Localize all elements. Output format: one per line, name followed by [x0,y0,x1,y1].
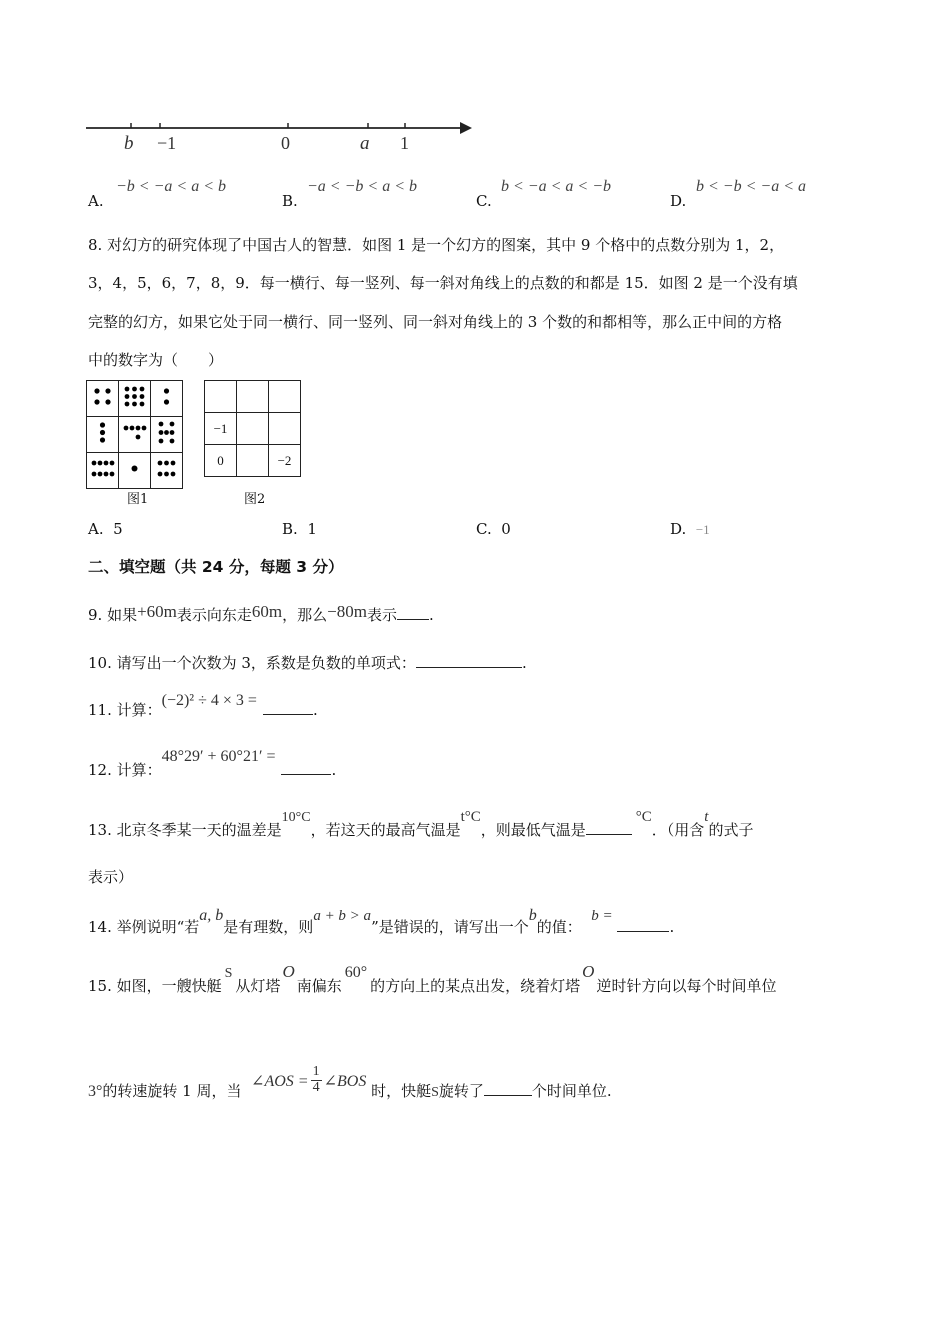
q12-answer-blank[interactable] [281,760,331,775]
q15-text-7: 时，快艇 [371,1082,432,1101]
q15-line-1 [88,962,777,995]
q15-math-5: 3° [88,1083,103,1101]
fig1-cell [151,417,183,453]
dots-3 [87,417,118,448]
q10-end: . [521,654,527,672]
q8-line-2: 3，4，5，6，7，8，9．每一横行、每一竖列、每一斜对角线上的点数的和都是 15．如图 2 是一个没有填 [88,274,798,292]
fig2-cell [237,445,269,477]
q13-math-4: t [704,809,709,825]
fig1-cell [151,381,183,417]
fig2-cell [237,381,269,413]
q8-option-d [670,520,710,538]
number-line-label-0: 0 [281,133,290,153]
q15-angle-bos: ∠BOS [323,1073,367,1091]
fig1-cell [151,453,183,489]
dots-2 [151,381,182,412]
fig1-cell [119,453,151,489]
dots-8 [87,453,118,484]
magic-square-figure-1 [86,380,183,489]
figure-2-caption: 图2 [244,492,266,507]
q15-line-2 [88,1064,612,1107]
q15-text-5: 逆时针方向以每个时间单位 [596,977,777,995]
q15-text-9: 个时间单位. [531,1082,612,1101]
q15-fraction-denominator: 4 [312,1079,320,1095]
q12 [88,748,337,779]
q15-answer-blank[interactable] [484,1081,532,1096]
q14-math-3: b [528,907,537,924]
q7-option-c-letter: C. [476,192,492,210]
q8-line-3: 完整的幻方，如果它处于同一横行、同一竖列、同一斜对角线上的 3 个数的和都相等，那么正中间的方格 [88,313,783,331]
q10 [88,653,527,671]
q8-line-4: 中的数字为（ ） [88,351,224,369]
q8-option-a-value: 5 [113,520,123,538]
q13-text-5: 的式子 [708,821,754,839]
q14-text-3: ”是错误的，请写出一个 [371,918,529,936]
fig1-cell [87,453,119,489]
q13-line-2: 表示） [88,868,134,886]
number-line-label-minus1: −1 [157,133,177,153]
q15-fraction-numerator: 1 [312,1064,320,1079]
q7-option-d-expr: b < −b < −a < a [696,178,806,195]
q9-text-2: 表示向东走 [176,606,252,624]
q9-text-4: 表示 [366,606,397,624]
q15-text-1: 15. 如图，一艘快艇 [88,977,222,995]
q7-option-b-expr: −a < −b < a < b [307,178,417,195]
q15-math-2: O [282,962,295,981]
q11 [88,692,318,719]
q11-answer-blank[interactable] [263,700,313,715]
q8-option-d-letter: D. [670,520,687,538]
magic-square-figure-2 [204,380,301,477]
number-line [80,110,480,160]
q11-prefix: 11. 计算： [88,701,162,719]
q8-line-1: 8. 对幻方的研究体现了中国古人的智慧．如图 1 是一个幻方的图案，其中 9 个格中的点数分别为 1，2， [88,236,785,254]
number-line-label-a: a [360,133,370,154]
fig2-cell: −1 [205,413,237,445]
fig2-cell: −2 [269,445,301,477]
q13-text-4: ．（用含 [651,821,705,839]
dots-4 [87,381,118,412]
q7-option-c-expr: b < −a < a < −b [501,178,611,195]
figure-1-caption: 图1 [127,492,149,507]
q9-math-3: −80m [327,602,367,621]
q8-option-c-value: 0 [501,520,511,538]
q14-text-2: 是有理数，则 [223,918,314,936]
q8-option-a-letter: A. [88,520,104,538]
q13-math-3: °C [635,809,652,825]
q8-option-a [88,520,123,538]
q15-math-1: S [224,966,233,981]
fig2-cell [269,413,301,445]
q14 [88,907,675,936]
q13-math-1: 10°C [281,810,311,825]
q7-option-d-letter: D. [670,192,687,210]
q15-text-4: 的方向上的某点出发，绕着灯塔 [370,977,581,995]
q15-text-8: 旋转了 [438,1082,484,1101]
q13-text-1: 13. 北京冬季某一天的温差是 [88,821,282,839]
dots-5 [119,417,150,448]
fig1-cell [119,417,151,453]
q8-option-c [476,520,511,538]
q8-option-c-letter: C. [476,520,492,538]
q13-text-2: ，若这天的最高气温是 [310,821,461,839]
q13-answer-blank[interactable] [586,820,632,835]
q15-angle-aos: ∠AOS = [251,1073,309,1091]
q14-math-4: b = [591,908,613,924]
q12-prefix: 12. 计算： [88,761,162,779]
q7-option-b-letter: B. [282,192,298,210]
q10-answer-blank[interactable] [416,653,522,668]
q8-option-b-letter: B. [282,520,298,538]
q8-option-b-value: 1 [307,520,317,538]
dots-7 [151,417,182,448]
fig1-cell [119,381,151,417]
dots-9 [119,381,150,412]
q15-math-3: 60° [344,964,368,981]
q15-math-6: S [431,1085,439,1101]
q14-math-2: a + b > a [313,908,372,924]
q9-end: . [429,606,434,624]
fig2-cell: 0 [205,445,237,477]
q11-expression: (−2)² ÷ 4 × 3 = [161,692,257,709]
q9-math-1: +60m [137,602,177,621]
q9-answer-blank[interactable] [397,605,429,620]
q8-option-b [282,520,317,538]
fig2-cell [269,381,301,413]
q10-text: 10. 请写出一个次数为 3，系数是负数的单项式： [88,654,416,672]
q14-text-4: 的值： [536,918,582,936]
q15-text-2: 从灯塔 [235,977,281,995]
q14-text-1: 14. 举例说明“若 [88,918,200,936]
number-line-label-1: 1 [400,133,409,153]
section-2-title: 二、填空题（共 24 分，每题 3 分） [88,558,344,576]
q7-option-a-letter: A. [88,192,104,210]
q15-text-3: 南偏东 [296,977,342,995]
q7-option-a-expr: −b < −a < a < b [116,178,226,195]
q11-end: . [312,701,318,719]
fig2-cell [205,381,237,413]
fig1-cell [87,417,119,453]
q15-math-4: O [582,962,595,981]
q13-math-2: t°C [460,809,481,825]
q8-option-d-value: −1 [695,522,710,537]
q9 [88,602,434,624]
fig1-cell [87,381,119,417]
q14-answer-blank[interactable] [617,917,669,932]
q13 [88,809,754,839]
q9-text-1: 9. 如果 [88,606,138,624]
q15-fraction [311,1065,322,1095]
dots-1 [119,453,150,484]
q14-end: . [669,918,675,936]
dots-6 [151,453,182,484]
q9-math-2: 60m [251,602,283,621]
q13-text-3: ，则最低气温是 [480,821,586,839]
q15-text-6: 的转速旋转 1 周，当 [102,1082,242,1101]
q12-end: . [331,761,337,779]
q12-expression: 48°29′ + 60°21′ = [161,748,276,765]
q14-math-1: a, b [199,907,224,924]
q9-text-3: ，那么 [282,606,328,624]
fig2-cell [237,413,269,445]
number-line-label-b: b [124,133,134,154]
